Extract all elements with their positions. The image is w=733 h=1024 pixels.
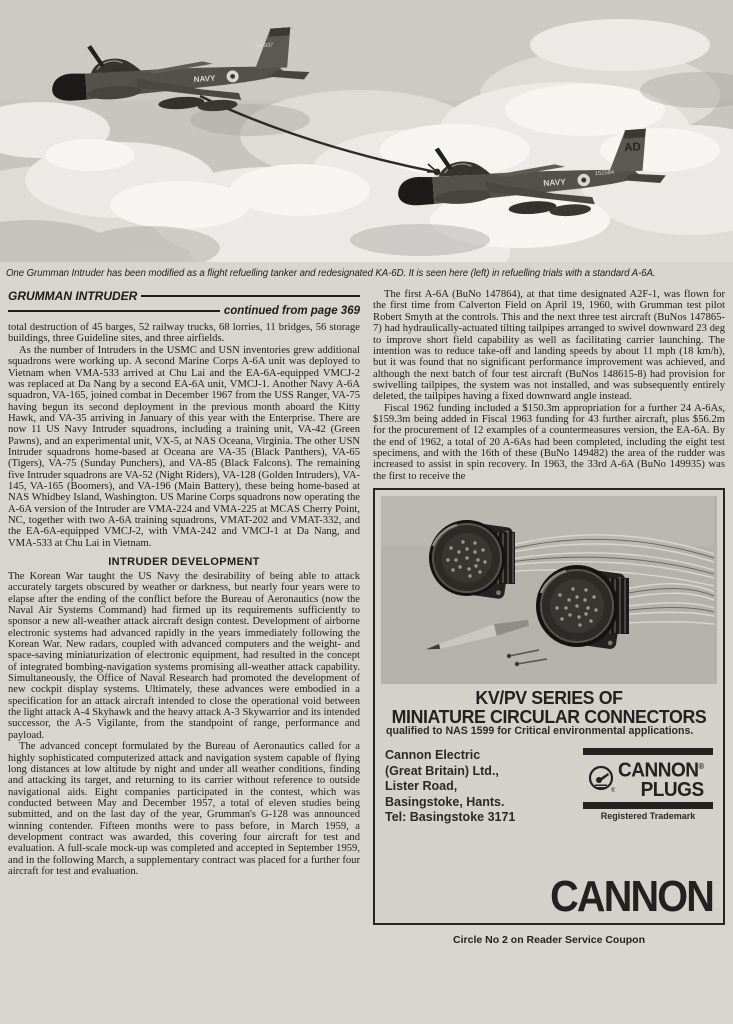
ad-address [385,748,515,826]
paragraph: The advanced concept formulated by the Bureau of Aeronautics called for a highly sophisticated computerized attack and navigation system capable of flying long distances at low altitude by night and under all weather conditions, finding and attacking its target, and returning to its carrier without reference to outside navigational aids. Eight companies participated in the contest, which was conducted between May and December 1957, a total of eleven studies being submitted, and on the last day of the year, Grumman's G-128 was announced winning contender. Fifteen months were to pass before, in March 1959, a development contract was awarded, this covering four aircraft for test and evaluation. A full-scale mock-up was completed and accepted in September 1959, and in the following March, a supplementary contract was placed for a further four aircraft for test and evaluation. [8,741,360,877]
ad-address-line: Cannon Electric [385,748,481,763]
logo-registered-mark: ® [698,762,705,772]
tanker-tail-number: 149937 [254,42,274,50]
article-continued: continued from page 369 [223,305,360,318]
reader-service-note: Circle No 2 on Reader Service Coupon [453,933,645,946]
logo-brand: CANNON [618,759,699,782]
cannon-advert [373,488,725,925]
connector-photo-art [381,496,714,684]
right-column [373,289,725,946]
cannon-wordmark: CANNON [550,871,713,921]
ad-headline-line2: MINIATURE CIRCULAR CONNECTORS [391,705,707,727]
connector-photo [381,496,717,684]
article-title: GRUMMAN INTRUDER [8,289,138,304]
article-body [0,282,733,946]
paragraph: Fiscal 1962 funding included a $150.3m appropriation for a further 24 A-6As, $159.3m being added in Fiscal 1963 funding for 43 further aircraft, plus $56.2m for the procurement of 12 examples of a countermeasures version, the EA-6A. By the end of 1962, a total of 20 A-6As had been completed, including the eight test specimens, and with the 16th of these (BuNo 149482) the area of the rudder was increased to assist in spin recovery. In 1963, the 33rd A-6A (BuNo 149935) was the first to receive the [373,402,725,482]
paragraph: The Korean War taught the US Navy the desirability of being able to attack accurately targets obscured by weather or darkness, but nearly four years were to elapse after the ending of the conflict before the Bureau of Aeronautics (now the Naval Air Systems Command) had firmed up its requirements sufficiently to sponsor a new all-weather attack aircraft design contest. Development of airborne electronic systems had advanced rapidly in the years immediately following the Korean War. New radars, coupled with advanced computers and the weight- and space-saving miniaturization of electronic equipment, had resulted in the concept of integrated bombing-navigation systems promising all-weather attack capability. Simultaneously, the Office of Naval Research had promoted the development of new cockpit display systems. Ultimately, these advances were embodied in a specification for an attack aircraft intended to close the operational void between the light attack A-4 Skyhawk and the heavy attack A-3 Skywarrior and its intended successor, the A-5 Vigilante, from the standpoint of range, performance and payload. [8,571,360,741]
refuelling-photo [0,0,733,262]
section-subhead: INTRUDER DEVELOPMENT [108,556,260,568]
cannon-plugs-logo [583,748,713,821]
registered-trademark-label: Registered Trademark [600,810,696,821]
left-column [8,289,360,946]
ad-address-line: Tel: Basingstoke 3171 [385,810,516,825]
ad-headline [382,688,716,726]
paragraph: The first A-6A (BuNo 147864), at that time designated A2F-1, was flown for the first time from Calverton Field on April 19, 1960, with Grumman test pilot Robert Smyth at the controls. This and the next three test aircraft (BuNos 147865-7) had hydraulically-actuated tilting tailpipes arranged to swivel downward 23 deg to improve short field capability as well as facilitating carrier launching. The intention was to reduce take-off and landing speeds by about 11 mph (18 km/h), but it was found that no significant performance improvement was achieved, and although the next batch of four test aircraft (BuNos 148615-8) had provision for swivelling tailpipes, the system was not installed, and was subsequently entirely deleted, the tailpipes having a fixed downward angle instead. [373,289,725,403]
ad-address-line: Basingstoke, Hants. [385,794,505,809]
ad-body-text: qualified to NAS 1599 for Critical environmental applications. [386,724,694,737]
refuelling-photo-art [0,0,733,262]
article-header [8,289,360,317]
paragraph: As the number of Intruders in the USMC and USN inventories grew additional squadrons were working up. A second Marine Corps A-6A unit was deployed to Vietnam when VMA-533 arrived at Chu Lai and the EA-6A-equipped VMCJ-2 was replaced at Da Nang by a second EA-6A unit, VMCJ-1. Another Navy A-6A squadron, VA-165, joined combat in December 1967 from the USS Ranger, VA-75 having begun its second deployment in the previous month aboard the Kitty Hawk, and VA-35 arriving in January of this year with the Enterprise. There are now 11 US Navy Intruder squadrons, including a training unit, VA-42 (Green Pawns), and an experimental unit, VX-5, at NAS Oceana, Virginia. The other USN Intruder squadrons home-based at Oceana are VA-35 (Black Panthers), VA-65 (Tigers), VA-75 (Sunday Punchers), and VA-85 (Black Falcons). The remaining five Intruder squadrons are VA-52 (Night Riders), VA-128 (Golden Intruders), VA-145, VA-165 (Boomers), and VA-196 (Main Battery), these being home-based at NAS Whidbey Island, Washington. US Marine Corps squadrons now operating the A-6A version of the Intruder are VMA-224 and VMA-225 at MCAS Cherry Point, NC, together with two A-6A training squadrons, VMAT-202 and VMAT-332, and the EA-6A-equipped VMCJ-2, with VMA-242 and VMCJ-1 at Da Nang, and VMA-533 at Chu Lai in Vietnam. [8,344,360,549]
header-rule-top [141,295,360,297]
logo-bar-bottom [583,802,713,809]
tanker-navy-marking: NAVY [193,73,216,85]
ad-address-line: Lister Road, [385,779,458,794]
logo-bar-top [583,748,713,755]
receiver-tail-code: AD [623,141,642,155]
receiver-tail-number: 152584 [594,169,615,178]
cannon-emblem-icon [587,765,615,793]
svg-text:®: ® [611,787,616,793]
photo-caption: One Grumman Intruder has been modified as a flight refuelling tanker and redesignated KA-6D. It is seen here (left) in refuelling trials with a standard A-6A. [6,268,656,279]
paragraph: total destruction of 45 barges, 52 railway trucks, 68 lorries, 11 bridges, 56 storage buildings, three Guideline sites, and three airfields. [8,322,360,345]
logo-product: PLUGS [640,778,705,801]
ad-headline-line1: KV/PV SERIES OF [475,686,623,708]
ad-address-line: (Great Britain) Ltd., [385,763,499,778]
receiver-navy-marking: NAVY [542,176,567,188]
header-rule-bottom [8,310,220,312]
